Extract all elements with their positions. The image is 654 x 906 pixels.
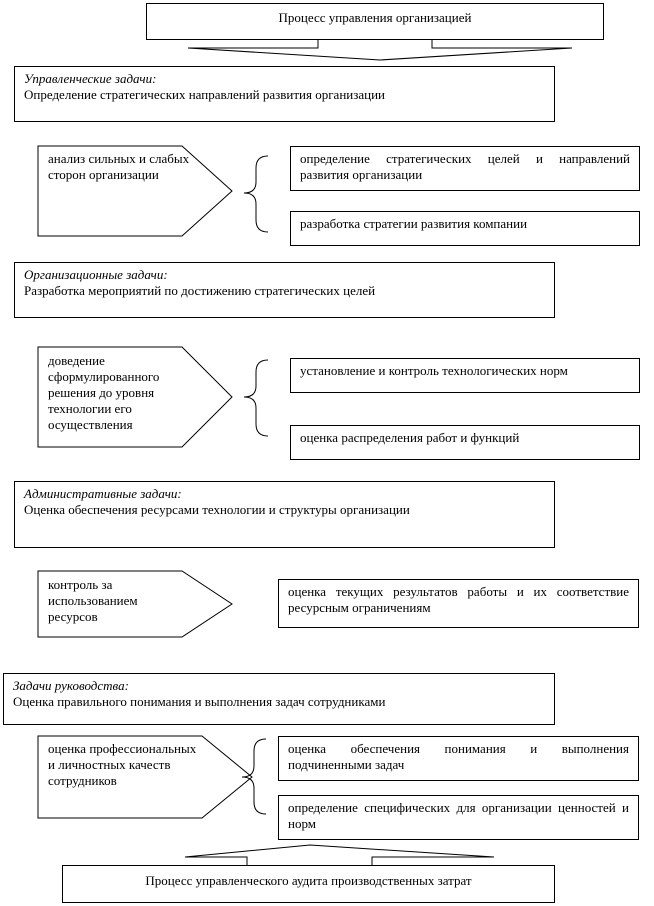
task-box-managerial — [14, 66, 555, 122]
result-box — [290, 358, 640, 393]
task-title: Управленческие задачи: — [24, 71, 157, 86]
result-box — [278, 736, 639, 781]
result-text: оценка обеспечения понимания и выполнения подчиненными задач — [288, 741, 629, 772]
down-arrow-top — [188, 40, 572, 60]
task-description: Разработка мероприятий по достижению стратегических целей — [24, 283, 376, 298]
left-brace — [244, 156, 268, 232]
task-description: Определение стратегических направлений развития организации — [24, 87, 386, 102]
task-description: Оценка правильного понимания и выполнения задач сотрудниками — [13, 694, 386, 709]
task-title: Организационные задачи: — [24, 267, 168, 282]
task-box-organizational — [14, 262, 555, 318]
result-box — [290, 146, 640, 191]
left-brace — [244, 360, 268, 436]
task-title: Задачи руководства: — [13, 678, 129, 693]
result-box — [290, 211, 640, 246]
result-text: определение специфических для организации ценностей и норм — [288, 800, 629, 831]
bottom-process-box — [62, 865, 555, 903]
result-text: определение стратегических целей и направлений развития организации — [300, 151, 630, 182]
top-process-box — [146, 3, 604, 40]
task-box-leadership — [3, 673, 555, 725]
task-box-administrative — [14, 481, 555, 548]
result-text: установление и контроль технологических норм — [300, 363, 568, 378]
left-brace — [242, 739, 266, 814]
result-text: оценка распределения работ и функций — [300, 430, 520, 445]
result-text: оценка текущих результатов работы и их соответствие ресурсным ограничениям — [288, 584, 629, 615]
task-description: Оценка обеспечения ресурсами технологии и структуры организации — [24, 502, 410, 517]
input-arrow-label: контроль за использованием ресурсов — [48, 577, 138, 624]
top-process-label: Процесс управления организацией — [278, 10, 472, 25]
up-arrow-bottom — [185, 845, 494, 865]
bottom-process-label: Процесс управленческого аудита производственных затрат — [145, 873, 472, 888]
input-arrow-label: анализ сильных и слабых сторон организации — [48, 151, 190, 182]
result-box — [290, 425, 640, 460]
input-arrow-label: доведение сформулированного решения до уровня технологии его осуществления — [48, 353, 160, 432]
result-box — [278, 579, 639, 628]
result-box — [278, 795, 639, 840]
task-title: Административные задачи: — [24, 486, 182, 501]
input-arrow-label: оценка профессиональных и личностных качеств сотрудников — [48, 741, 197, 788]
result-text: разработка стратегии развития компании — [300, 216, 528, 231]
